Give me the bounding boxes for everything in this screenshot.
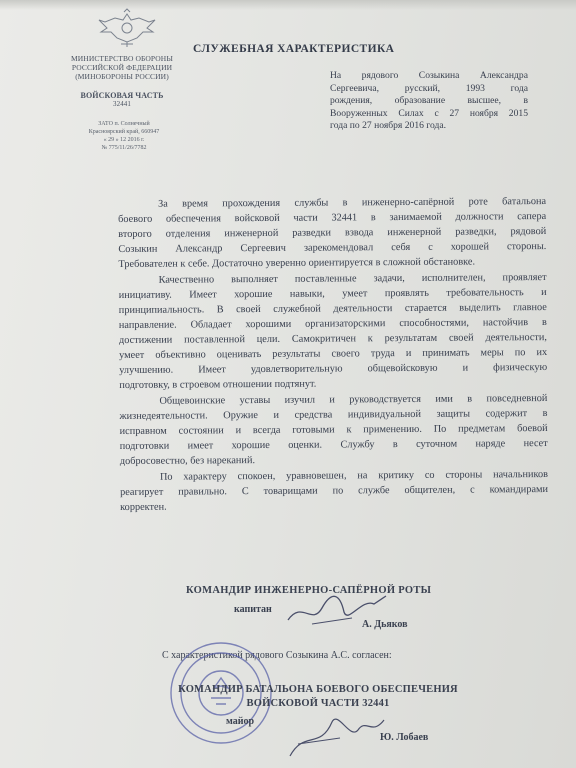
document-title: СЛУЖЕБНАЯ ХАРАКТЕРИСТИКА <box>193 43 395 55</box>
subject-line: На рядового Созыкина Александра <box>330 70 528 81</box>
text-line: За время прохождения службы в инженерно-сапёрной роте батальона <box>158 196 547 210</box>
double-headed-eagle-emblem-icon <box>95 8 159 48</box>
text-line: второго отделения инженерной разведки взвода инженерной разведки, рядовой <box>118 226 547 240</box>
text-line: боевого обеспечения войсковой части 32441 в занимаемой должности сапера <box>118 211 547 225</box>
company-commander-signature-icon <box>282 590 392 630</box>
paragraph <box>118 194 547 272</box>
subject-line: Вооруженных Силах с 27 ноября 2015 <box>330 107 528 119</box>
subject-line: рождения, образование высшее, в <box>330 95 528 107</box>
org-line: МИНИСТЕРСТВО ОБОРОНЫ <box>71 54 173 63</box>
company-commander-title: КОМАНДИР ИНЖЕНЕРНО-САПЁРНОЙ РОТЫ <box>186 585 432 596</box>
battalion-commander-signature-icon <box>280 700 390 760</box>
reference-number: № 775/11/26/7782 <box>101 145 147 151</box>
subject-block <box>330 70 528 133</box>
letterhead <box>62 54 182 109</box>
text-line: достижении поставленной цели. Самокритичен к результатам своей деятельности, <box>118 332 548 346</box>
text-line: Качественно выполняет поставленные задачи, исполнителен, проявляет <box>158 272 547 286</box>
subject-line: Сергеевича, русский, 1993 года <box>330 82 528 94</box>
letterhead-address <box>64 120 184 152</box>
text-line: умеет объективно оценивать результаты своего труда и принимать меры по их <box>119 347 548 361</box>
title-line: ВОЙСКОВОЙ ЧАСТИ 32441 <box>246 698 390 709</box>
address-line: ЗАТО п. Солнечный <box>98 121 150 127</box>
text-line: направление. Обладает хорошими организаторскими способностями, настойчив в <box>118 317 547 331</box>
text-line: принципиальность. В своей служебной деятельности старается выделить главное <box>118 302 547 316</box>
text-line: Созыкин Александр Сергеевич зарекомендовал себя с хорошей стороны. <box>118 241 547 255</box>
text-line: реагирует правильно. С товарищами по службе общителен, с командирами <box>120 484 549 498</box>
battalion-commander-rank: майор <box>226 716 255 727</box>
text-line: Требователен к себе. Достаточно уверенно ориентируется в сложной обстановке. <box>118 256 476 270</box>
paragraph <box>119 270 548 393</box>
org-line: РОССИЙСКОЙ ФЕДЕРАЦИИ <box>71 63 173 72</box>
title-line: КОМАНДИР БАТАЛЬОНА БОЕВОГО ОБЕСПЕЧЕНИЯ <box>178 684 458 695</box>
company-commander-rank: капитан <box>234 604 272 615</box>
unit-title: ВОЙСКОВАЯ ЧАСТЬ <box>80 91 164 100</box>
paragraph <box>120 467 548 515</box>
text-line: улучшению. Имеет удовлетворительную общевойсковую и физическую <box>119 362 548 376</box>
text-line: подготовки имеет хорошие оценки. Службу в суточном наряде несет <box>119 438 548 452</box>
page-edge-shadow <box>0 0 576 10</box>
characteristic-body <box>118 194 548 516</box>
org-line: (МИНОБОРОНЫ РОССИИ) <box>75 72 169 81</box>
subject-line: года по 27 ноября 2016 года. <box>330 120 447 132</box>
text-line: инициативу. Имеет хорошие навыки, умеет проявлять требовательность и <box>118 287 547 301</box>
battalion-commander-name: Ю. Лобаев <box>380 732 429 743</box>
text-line: По характеру спокоен, уравновешен, на критику со стороны начальников <box>159 469 548 483</box>
agreement-line: С характеристикой рядового Созыкина А.С. согласен: <box>162 650 392 661</box>
text-line: Общевоинские уставы изучил и руководствуется ими в повседневной <box>159 393 548 407</box>
address-line: Красноярский край, 660947 <box>88 129 160 135</box>
date-line: « 29 » 12 2016 г. <box>103 137 145 143</box>
company-commander-name: А. Дьяков <box>362 619 408 630</box>
text-line: корректен. <box>120 501 167 513</box>
unit-number: 32441 <box>113 100 131 108</box>
text-line: жизнедеятельности. Оружие и средства индивидуальной защиты содержит в <box>119 408 548 422</box>
text-line: исправном состоянии и всегда готовыми к применению. По предметам боевой <box>119 423 548 437</box>
text-line: добросовестно, без нареканий. <box>119 455 256 467</box>
text-line: подготовку, в строевом отношении подтянут. <box>119 378 317 391</box>
paragraph <box>119 391 548 469</box>
